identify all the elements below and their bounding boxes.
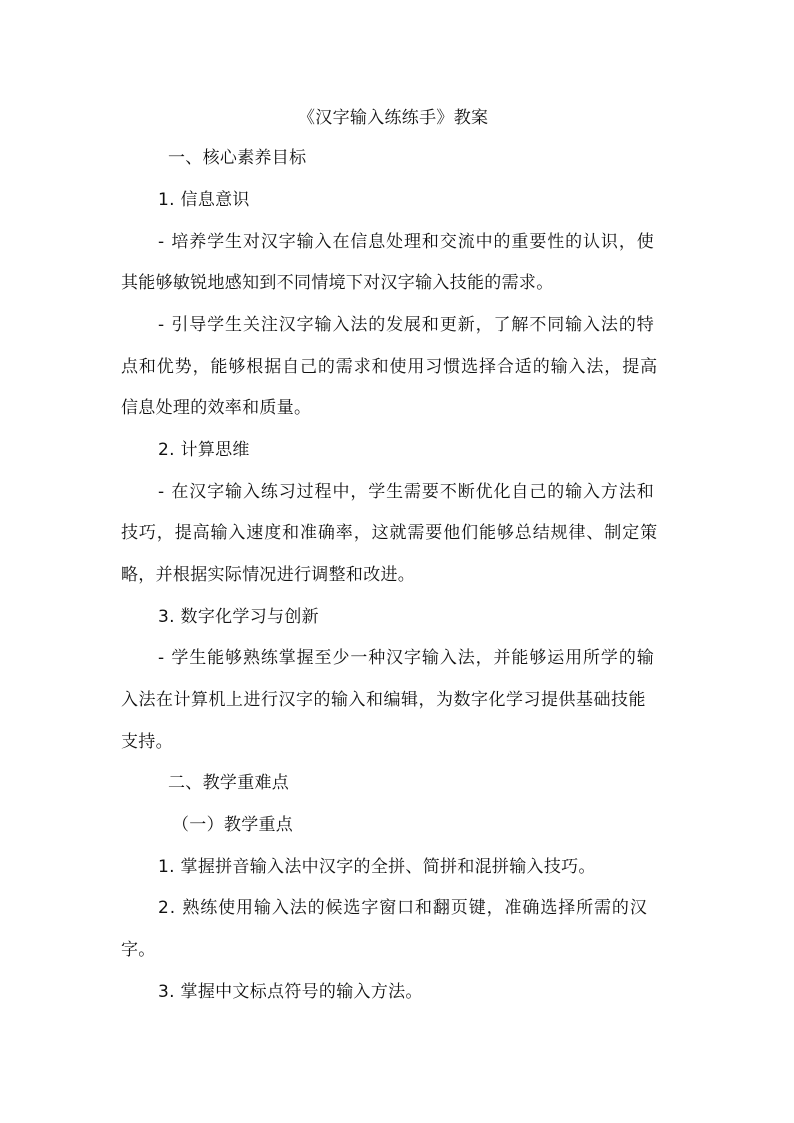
subheading-digital-learning: 3. 数字化学习与创新 [158, 607, 319, 627]
paragraph-line: - 在汉字输入练习过程中，学生需要不断优化自己的输入方法和 [158, 482, 655, 502]
subheading-teaching-focus: （一）教学重点 [172, 815, 294, 835]
paragraph-line: 支持。 [121, 732, 173, 752]
paragraph-line: 入法在计算机上进行汉字的输入和编辑，为数字化学习提供基础技能 [121, 690, 646, 710]
paragraph-line: 点和优势，能够根据自己的需求和使用习惯选择合适的输入法，提高 [121, 357, 658, 377]
paragraph-line: 技巧，提高输入速度和准确率，这就需要他们能够总结规律、制定策 [121, 523, 658, 543]
list-item: 2. 熟练使用输入法的候选字窗口和翻页键，准确选择所需的汉 [158, 898, 648, 918]
subheading-information-awareness: 1. 信息意识 [158, 190, 250, 210]
paragraph-line: 略，并根据实际情况进行调整和改进。 [121, 565, 416, 585]
list-item: 3. 掌握中文标点符号的输入方法。 [158, 982, 423, 1002]
paragraph-line: - 培养学生对汉字输入在信息处理和交流中的重要性的认识，使 [158, 232, 655, 252]
paragraph-line: 信息处理的效率和质量。 [121, 398, 312, 418]
list-item: 1. 掌握拼音输入法中汉字的全拼、简拼和混拼输入技巧。 [158, 857, 596, 877]
paragraph-line: 其能够敏锐地感知到不同情境下对汉字输入技能的需求。 [121, 273, 554, 293]
paragraph-line: - 学生能够熟练掌握至少一种汉字输入法，并能够运用所学的输 [158, 648, 655, 668]
document-title: 《汉字输入练练手》教案 [298, 108, 489, 128]
section-heading-key-points: 二、教学重难点 [168, 773, 290, 793]
list-item-continuation: 字。 [121, 940, 156, 960]
paragraph-line: - 引导学生关注汉字输入法的发展和更新，了解不同输入法的特 [158, 315, 655, 335]
subheading-computational-thinking: 2. 计算思维 [158, 440, 250, 460]
section-heading-core-literacy: 一、核心素养目标 [168, 148, 307, 168]
